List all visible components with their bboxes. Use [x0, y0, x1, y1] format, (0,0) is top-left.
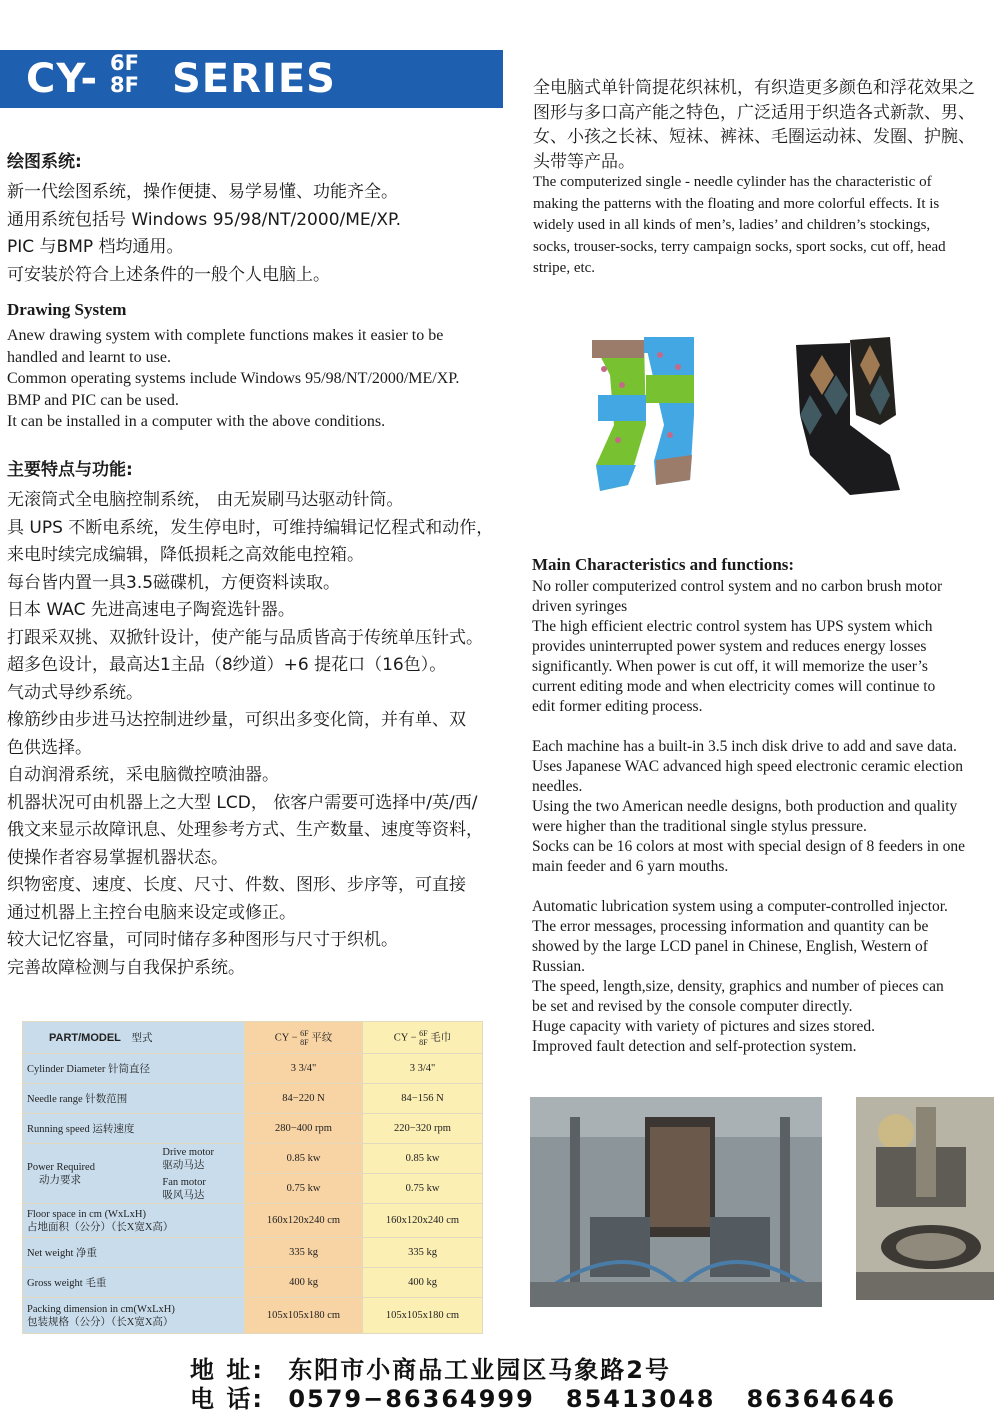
- cn-feature-line: 具 UPS 不断电系统，发生停电时，可维持编辑记忆程式和动作，: [7, 517, 494, 538]
- table-row-power-drive: [23, 1144, 483, 1174]
- table-row-label: Net weight 净重: [23, 1238, 245, 1268]
- en-feature-line: Improved fault detection and self-protection system.: [532, 1038, 857, 1055]
- en-features-block-2: [532, 737, 992, 877]
- cn-feature-line: 橡筋纱由步进马达控制进纱量，可织出多变化筒，并有单、双: [7, 710, 466, 730]
- table-row: [23, 1054, 483, 1084]
- en-feature-line: be set and revised by the console computer directly.: [532, 998, 853, 1015]
- address-text: 东阳市小商品工业园区马象路2号: [288, 1356, 672, 1384]
- en-feature-line: No roller computerized control system and no carbon brush motor: [532, 578, 943, 595]
- power-required-label: [27, 1161, 95, 1187]
- table-row: [23, 1298, 483, 1334]
- en-intro-line: stripe, etc.: [533, 260, 596, 276]
- cn-feature-line: 织物密度、速度、长度、尺寸、件数、图形、步序等，可直接: [7, 875, 466, 895]
- banner-model-bottom: 8F: [110, 73, 139, 97]
- table-row-label: Gross weight 毛重: [23, 1268, 245, 1298]
- spec-table: [22, 1021, 483, 1334]
- cn-feature-line: 较大记忆容量，可同时储存多种图形与尺寸于织机。: [7, 930, 398, 950]
- socks-photo: [560, 315, 950, 505]
- table-row-label: [23, 1298, 245, 1334]
- cn-drawing-line: 新一代绘图系统，操作便捷、易学易懂、功能齐全。: [7, 182, 398, 202]
- spec-header-row: [23, 1022, 483, 1054]
- drive-motor-label: [162, 1146, 214, 1172]
- en-feature-line: Huge capacity with variety of pictures and sizes stored.: [532, 1018, 876, 1035]
- cn-feature-line: 机器状况可由机器上之大型 LCD， 依客户需要可选择中/英/西/: [7, 792, 478, 813]
- en-features-heading: Main Characteristics and functions:: [532, 555, 795, 574]
- col2-model-prefix: CY −: [393, 1031, 417, 1043]
- motor-labels: [162, 1146, 214, 1202]
- power-required-cn: 动力要求: [39, 1174, 81, 1186]
- cn-feature-line: 打跟采双挑、双掀针设计，使产能与品质皆高于传统单压针式。: [7, 627, 483, 648]
- en-drawing-line: Anew drawing system with complete functions makes it easier to be: [7, 327, 444, 344]
- cn-intro-line: 图形与多口高产能之特色，广泛适用于织造各式新款、男、: [533, 102, 975, 123]
- en-feature-line: edit former editing process.: [532, 698, 703, 715]
- table-cell: 160x120x240 cm: [245, 1204, 363, 1238]
- phone-label: 电 话:: [190, 1385, 264, 1413]
- table-cell: 220−320 rpm: [363, 1114, 483, 1144]
- cn-intro-line: 头带等产品。: [533, 151, 635, 172]
- cn-intro-text: [533, 76, 998, 174]
- col1-model-top: 6F: [300, 1028, 309, 1038]
- argyle-sock-illustration: [796, 337, 900, 495]
- cn-feature-line: 完善故障检测与自我保护系统。: [7, 957, 245, 978]
- power-required-en: Power Required: [27, 1161, 95, 1173]
- cn-feature-line: 无滚筒式全电脑控制系统， 由无炭刷马达驱动针筒。: [7, 490, 404, 510]
- en-drawing-line: It can be installed in a computer with the above conditions.: [7, 413, 386, 430]
- en-feature-line: Russian.: [532, 958, 585, 975]
- table-cell: 3 3/4": [363, 1054, 483, 1084]
- banner-prefix: CY-: [26, 56, 99, 102]
- en-feature-line: were higher than the traditional single stylus pressure.: [532, 818, 867, 835]
- drive-motor-en: Drive motor: [162, 1146, 214, 1158]
- en-feature-line: Each machine has a built-in 3.5 inch disk drive to add and save data.: [532, 738, 957, 755]
- cn-feature-line: 自动润滑系统，采电脑微控喷油器。: [7, 765, 279, 785]
- table-row: [23, 1084, 483, 1114]
- en-feature-line: main feeder and 6 yarn mouths.: [532, 858, 729, 875]
- phone-numbers: 0579−86364999 85413048 86364646: [288, 1385, 897, 1413]
- table-row: [23, 1238, 483, 1268]
- en-feature-line: Automatic lubrication system using a computer-controlled injector.: [532, 898, 948, 915]
- en-feature-line: driven syringes: [532, 598, 628, 615]
- banner-series: SERIES: [172, 56, 336, 102]
- col1-model-bottom: 8F: [300, 1037, 309, 1047]
- fan-motor-label: [162, 1176, 214, 1202]
- table-cell: 3 3/4": [245, 1054, 363, 1084]
- cn-feature-line: 超多色设计，最高达1主品（8纱道）+6 提花口（16色）。: [7, 655, 447, 675]
- cn-feature-line: 日本 WAC 先进高速电子陶瓷选针器。: [7, 600, 295, 620]
- table-cell: 105x105x180 cm: [245, 1298, 363, 1334]
- en-drawing-text: [7, 325, 517, 433]
- packing-dimension-cn: 包装规格（公分）（长X宽X高）: [27, 1316, 174, 1328]
- table-cell: 0.75 kw: [363, 1174, 483, 1204]
- en-drawing-line: handled and learnt to use.: [7, 348, 171, 366]
- col1-model-prefix: CY −: [274, 1031, 298, 1043]
- table-row-label: Needle range 针数范围: [23, 1084, 245, 1114]
- table-cell: 335 kg: [363, 1238, 483, 1268]
- cn-feature-line: 来电时续完成编辑，降低损耗之高效能电控箱。: [7, 545, 364, 565]
- cn-feature-line: 通过机器上主控台电脑来设定或修正。: [7, 902, 296, 923]
- col1-model-numbers: [300, 1029, 308, 1047]
- table-cell: 335 kg: [245, 1238, 363, 1268]
- en-intro-text: [533, 172, 993, 280]
- part-model-label-cn: 型式: [131, 1033, 153, 1044]
- table-cell: 84−220 N: [245, 1084, 363, 1114]
- cn-intro-line: 全电脑式单针筒提花织袜机，有织造更多颜色和浮花效果之: [533, 78, 975, 98]
- cn-features-text: [7, 487, 517, 982]
- table-cell: 0.85 kw: [363, 1144, 483, 1174]
- cn-intro-line: 女、小孩之长袜、短袜、裤袜、毛圈运动袜、发圈、护腕、: [533, 127, 975, 147]
- packing-dimension-en: Packing dimension in cm(WxLxH): [27, 1303, 175, 1315]
- cn-feature-line: 气动式导纱系统。: [7, 682, 143, 703]
- table-row-label: Cylinder Diameter 针筒直径: [23, 1054, 245, 1084]
- en-intro-line: The computerized single - needle cylinder has the characteristic of: [533, 174, 932, 190]
- table-cell: 160x120x240 cm: [363, 1204, 483, 1238]
- col2-model-suffix: 毛巾: [430, 1031, 452, 1043]
- en-drawing-line: BMP and PIC can be used.: [7, 391, 179, 409]
- en-features-block-3: [532, 897, 992, 1057]
- table-row-label: [23, 1204, 245, 1238]
- spec-header-col1: [245, 1022, 363, 1054]
- part-model-label: PART/MODEL: [49, 1032, 121, 1044]
- footer-phone: [190, 1379, 896, 1414]
- en-features-block-1: [532, 577, 990, 717]
- col2-model-top: 6F: [419, 1028, 428, 1038]
- address-label: 地 址:: [190, 1356, 264, 1384]
- cn-features-heading: 主要特点与功能:: [7, 460, 133, 480]
- cn-drawing-line: 通用系统包括号 Windows 95/98/NT/2000/ME/XP.: [7, 209, 402, 230]
- spec-header-label: [23, 1022, 245, 1054]
- col2-model-numbers: [419, 1029, 427, 1047]
- en-intro-line: socks, trouser-socks, terry campaign socks, sport socks, cut off, head: [533, 238, 946, 255]
- en-feature-line: The high efficient electric control system has UPS system which: [532, 618, 933, 635]
- cn-drawing-line: PIC 与BMP 档均通用。: [7, 237, 184, 257]
- machine-cylinder-photo: [530, 1097, 822, 1307]
- cn-drawing-text: [7, 179, 507, 289]
- table-row: [23, 1268, 483, 1298]
- striped-sock-illustration: [592, 337, 694, 491]
- power-label-cell: [23, 1144, 245, 1204]
- table-cell: 400 kg: [363, 1268, 483, 1298]
- cn-feature-line: 使操作者容易掌握机器状态。: [7, 847, 228, 868]
- cn-drawing-line: 可安装於符合上述条件的一般个人电脑上。: [7, 264, 330, 285]
- table-row: [23, 1204, 483, 1238]
- spec-header-col2: [363, 1022, 483, 1054]
- fan-motor-en: Fan motor: [162, 1176, 206, 1188]
- col1-model-suffix: 平纹: [311, 1031, 333, 1043]
- table-cell: 105x105x180 cm: [363, 1298, 483, 1334]
- en-intro-line: making the patterns with the floating and more colorful effects. It is: [533, 195, 940, 212]
- fan-motor-cn: 吸风马达: [162, 1189, 205, 1201]
- cn-feature-line: 俄文来显示故障讯息、处理参考方式、生产数量、速度等资料，: [7, 820, 483, 840]
- table-cell: 0.85 kw: [245, 1144, 363, 1174]
- en-feature-line: showed by the large LCD panel in Chinese, English, Western of: [532, 938, 928, 955]
- en-feature-line: provides uninterrupted power system and reduces energy losses: [532, 638, 927, 655]
- en-feature-line: needles.: [532, 778, 583, 795]
- col2-model-bottom: 8F: [419, 1037, 428, 1047]
- cn-feature-line: 色供选择。: [7, 737, 92, 758]
- series-banner: [0, 50, 503, 108]
- en-feature-line: Uses Japanese WAC advanced high speed electronic ceramic election: [532, 758, 963, 775]
- floor-space-cn: 占地面积（公分）（长X宽X高）: [27, 1221, 174, 1233]
- en-feature-line: The error messages, processing information and quantity can be: [532, 918, 929, 935]
- en-feature-line: significantly. When power is cut off, it will memorize the user’s: [532, 658, 928, 675]
- table-row: [23, 1114, 483, 1144]
- en-drawing-heading: Drawing System: [7, 300, 127, 319]
- banner-model-numbers: [110, 52, 139, 96]
- cn-drawing-heading: 绘图系统:: [7, 152, 82, 172]
- en-feature-line: The speed, length,size, density, graphics and number of pieces can: [532, 978, 944, 995]
- floor-space-en: Floor space in cm (WxLxH): [27, 1208, 146, 1220]
- table-cell: 400 kg: [245, 1268, 363, 1298]
- table-cell: 0.75 kw: [245, 1174, 363, 1204]
- banner-model-top: 6F: [110, 51, 139, 75]
- en-intro-line: widely used in all kinds of men’s, ladies’ and children’s stockings,: [533, 217, 931, 233]
- en-feature-line: Using the two American needle designs, both production and quality: [532, 798, 958, 815]
- cn-feature-line: 每台皆内置一具3.5磁碟机，方便资料读取。: [7, 572, 341, 593]
- machine-detail-photo: [856, 1097, 994, 1300]
- table-cell: 280−400 rpm: [245, 1114, 363, 1144]
- en-feature-line: current editing mode and when electricity comes will continue to: [532, 678, 936, 695]
- en-feature-line: Socks can be 16 colors at most with special design of 8 feeders in one: [532, 838, 966, 855]
- table-cell: 84−156 N: [363, 1084, 483, 1114]
- table-row-label: Running speed 运转速度: [23, 1114, 245, 1144]
- drive-motor-cn: 驱动马达: [162, 1159, 205, 1171]
- en-drawing-line: Common operating systems include Windows 95/98/NT/2000/ME/XP.: [7, 370, 460, 387]
